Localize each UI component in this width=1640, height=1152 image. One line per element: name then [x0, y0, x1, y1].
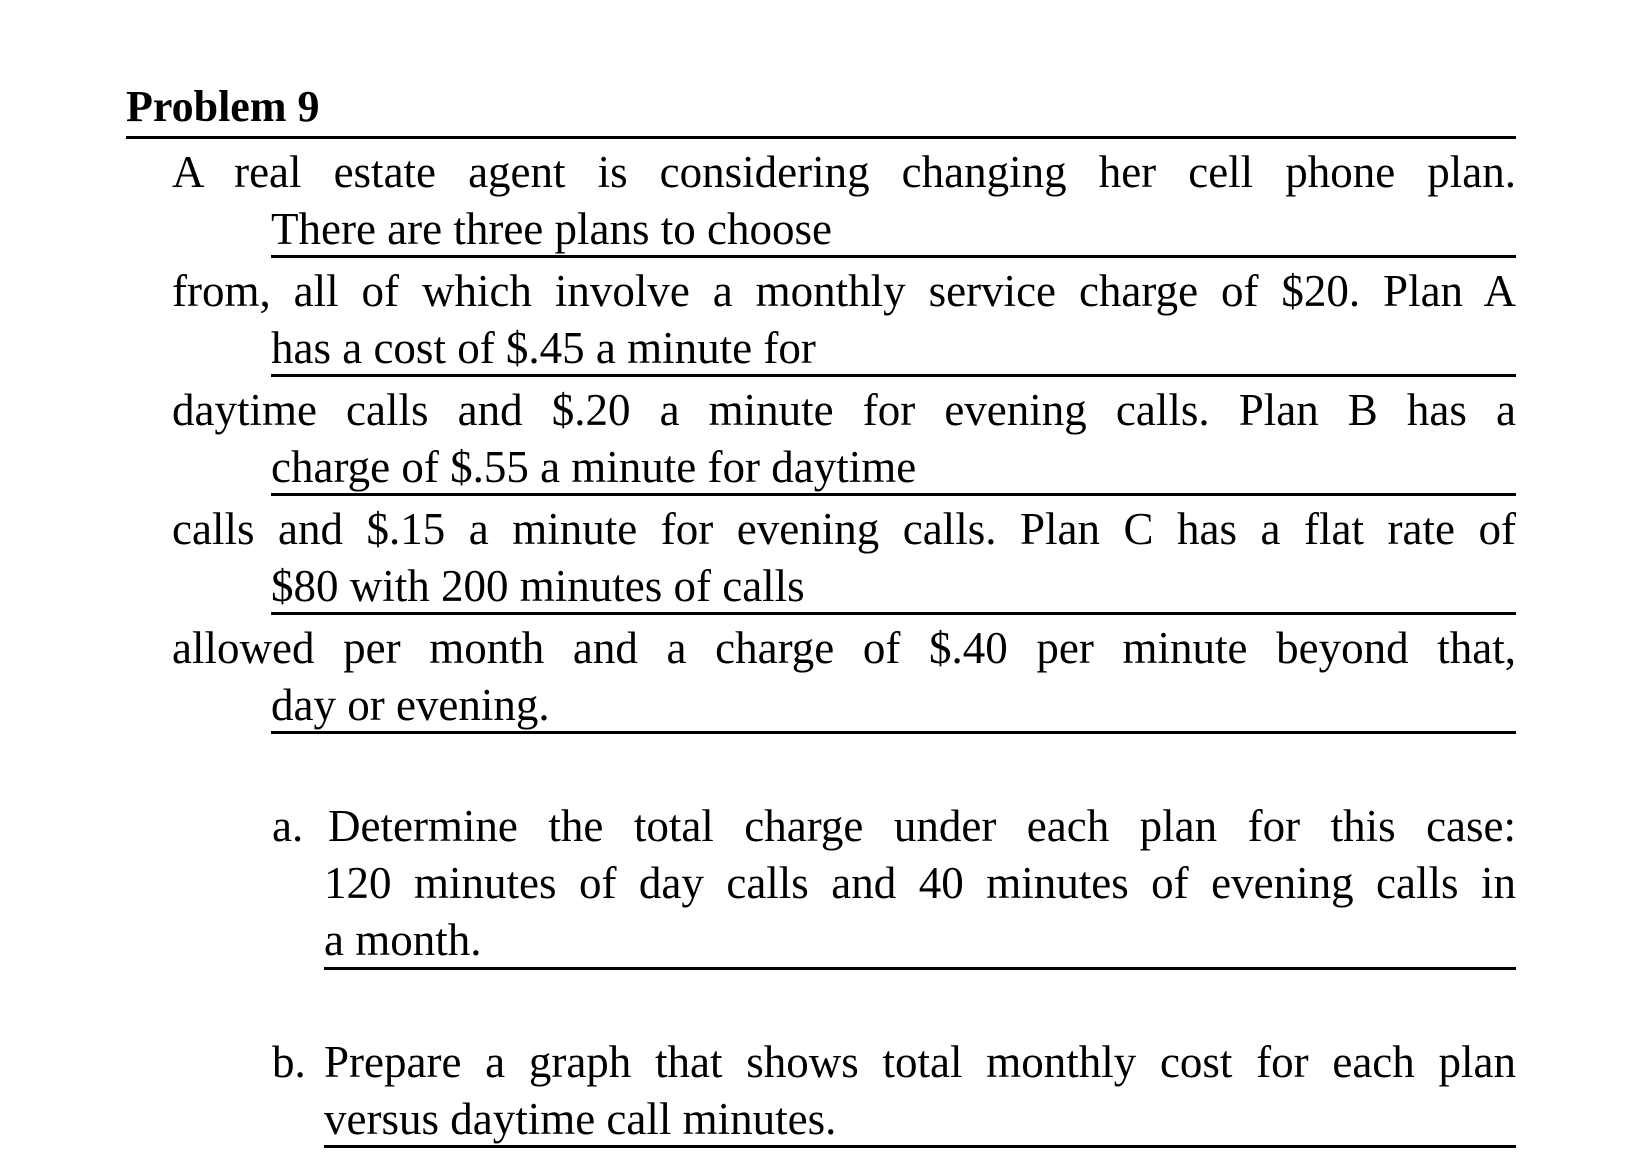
body-line-10: day or evening. [271, 680, 550, 730]
part-b-line-1: Prepare a graph that shows total monthly cost for each plan [324, 1037, 1516, 1087]
body-rule-4 [271, 612, 1516, 615]
body-rule-1 [271, 255, 1516, 258]
part-a-rule [324, 967, 1516, 970]
body-line-3: from, all of which involve a monthly service charge of $20. Plan A [172, 266, 1516, 316]
problem-title: Problem 9 [126, 82, 320, 131]
part-b-line-2: versus daytime call minutes. [324, 1094, 837, 1144]
body-line-2: There are three plans to choose [271, 204, 832, 254]
body-line-1: A real estate agent is considering changing her cell phone plan. [172, 147, 1516, 197]
part-b-label: b. [272, 1037, 306, 1087]
body-line-5: daytime calls and $.20 a minute for evening calls. Plan B has a [172, 385, 1516, 435]
body-line-7: calls and $.15 a minute for evening calls. Plan C has a flat rate of [172, 504, 1516, 554]
body-rule-2 [271, 374, 1516, 377]
part-b-rule [324, 1145, 1516, 1148]
title-rule [126, 136, 1516, 139]
part-a-label: a. [272, 801, 304, 851]
part-a-line-1: Determine the total charge under each plan for this case: [328, 801, 1516, 851]
body-line-4: has a cost of $.45 a minute for [271, 323, 816, 373]
body-rule-5 [271, 731, 1516, 734]
body-line-6: charge of $.55 a minute for daytime [271, 442, 917, 492]
body-line-9: allowed per month and a charge of $.40 per minute beyond that, [172, 623, 1516, 673]
part-a-line-2: 120 minutes of day calls and 40 minutes of evening calls in [324, 858, 1516, 908]
body-rule-3 [271, 493, 1516, 496]
part-a-line-3: a month. [324, 915, 482, 965]
body-line-8: $80 with 200 minutes of calls [271, 561, 805, 611]
